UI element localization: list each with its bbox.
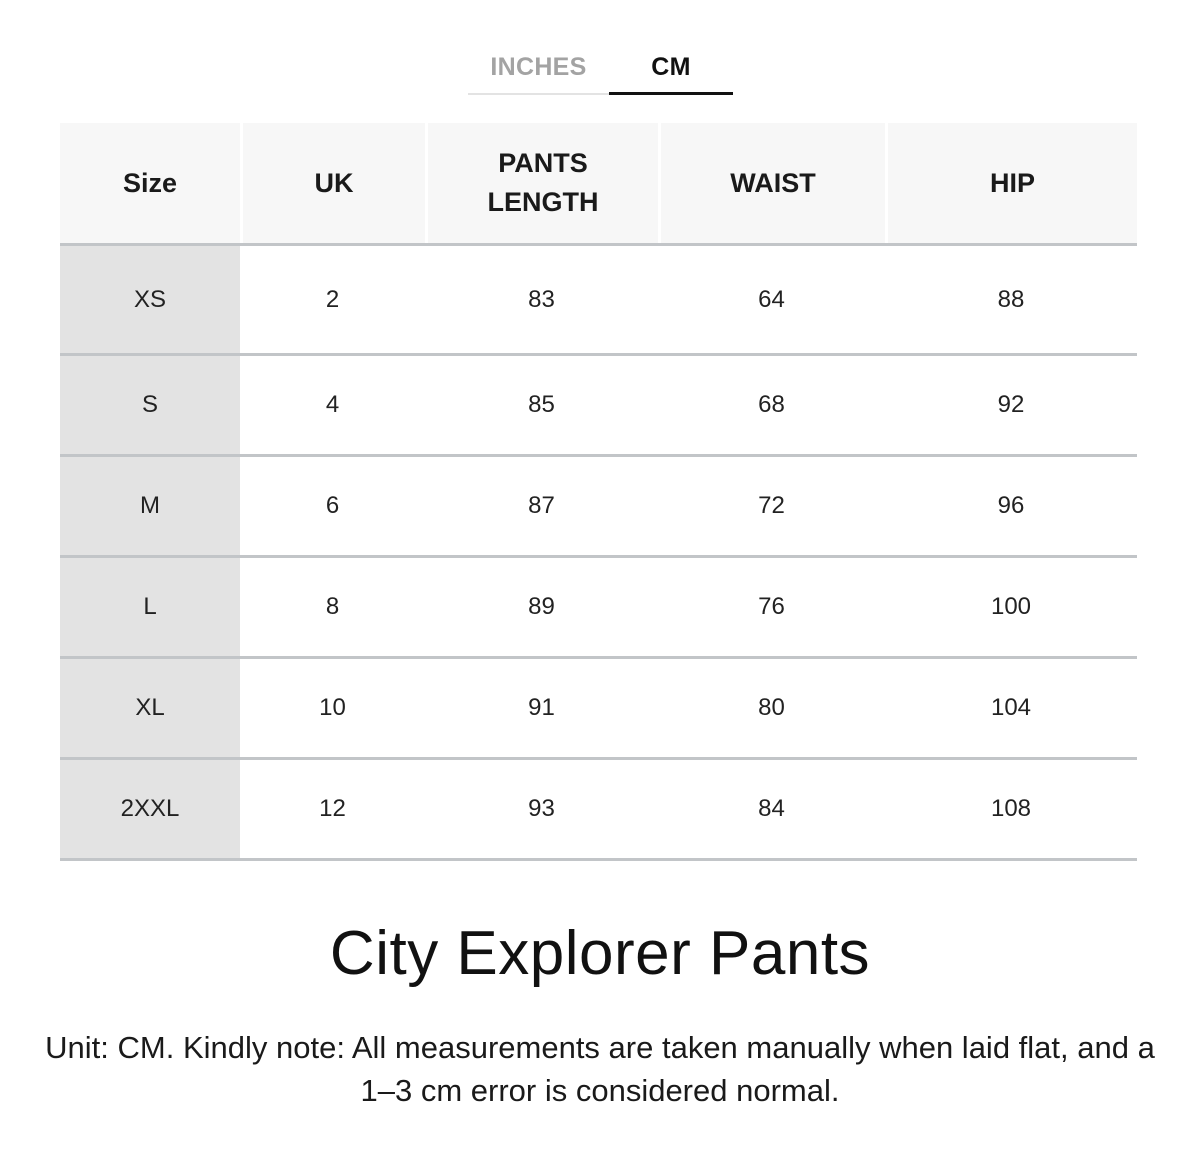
table-row	[60, 246, 1137, 356]
cell-waist: 68	[758, 391, 785, 418]
cell-hip: 88	[997, 285, 1025, 313]
cell-pants-length: 93	[528, 795, 555, 822]
cell-uk: 10	[319, 694, 346, 721]
measurement-note: Unit: CM. Kindly note: All measurements are taken manually when laid flat, and a 1–3 cm error is considered normal.	[45, 1030, 1155, 1108]
cell-uk: 6	[325, 492, 340, 519]
table-header-row	[60, 123, 1137, 246]
cell-waist: 80	[758, 694, 785, 721]
cell-size: S	[60, 356, 240, 454]
column-header-waist: WAIST	[658, 123, 885, 243]
column-header-uk: UK	[240, 123, 425, 243]
cell-waist: 84	[758, 795, 785, 822]
cell-size: L	[60, 558, 240, 656]
active-tab-indicator	[609, 92, 733, 95]
cell-hip: 100	[990, 593, 1032, 620]
table-row	[60, 356, 1137, 457]
cell-size: XL	[60, 659, 240, 757]
cell-size: XS	[60, 246, 240, 353]
cell-uk: 12	[319, 795, 346, 822]
cell-pants-length: 91	[528, 694, 555, 721]
cell-hip: 104	[990, 694, 1032, 721]
column-header-size: Size	[60, 123, 240, 243]
cell-pants-length: 85	[528, 391, 555, 418]
cell-waist: 76	[758, 593, 785, 620]
table-row	[60, 457, 1137, 558]
cell-size: 2XXL	[60, 760, 240, 858]
tab-cm[interactable]: CM	[651, 53, 691, 81]
product-title: City Explorer Pants	[329, 919, 871, 988]
column-header-pants-length-label: PANTS LENGTH	[487, 148, 599, 217]
cell-uk: 4	[325, 391, 340, 418]
cell-size: M	[60, 457, 240, 555]
cell-waist: 72	[758, 492, 785, 519]
cell-hip: 108	[990, 795, 1032, 822]
table-row	[60, 558, 1137, 659]
cell-waist: 64	[758, 285, 785, 313]
cell-hip: 96	[997, 492, 1025, 519]
size-chart-table	[60, 123, 1137, 861]
cell-uk: 8	[325, 593, 340, 620]
tab-inches[interactable]: INCHES	[490, 53, 587, 81]
table-row	[60, 659, 1137, 760]
cell-pants-length: 83	[528, 285, 555, 313]
cell-hip: 92	[997, 391, 1025, 418]
unit-tabs	[468, 40, 733, 96]
table-row	[60, 760, 1137, 861]
column-header-hip: HIP	[885, 123, 1137, 243]
cell-uk: 2	[325, 285, 340, 313]
cell-pants-length: 87	[528, 492, 555, 519]
column-header-pants-length	[425, 123, 658, 243]
cell-pants-length: 89	[528, 593, 555, 620]
